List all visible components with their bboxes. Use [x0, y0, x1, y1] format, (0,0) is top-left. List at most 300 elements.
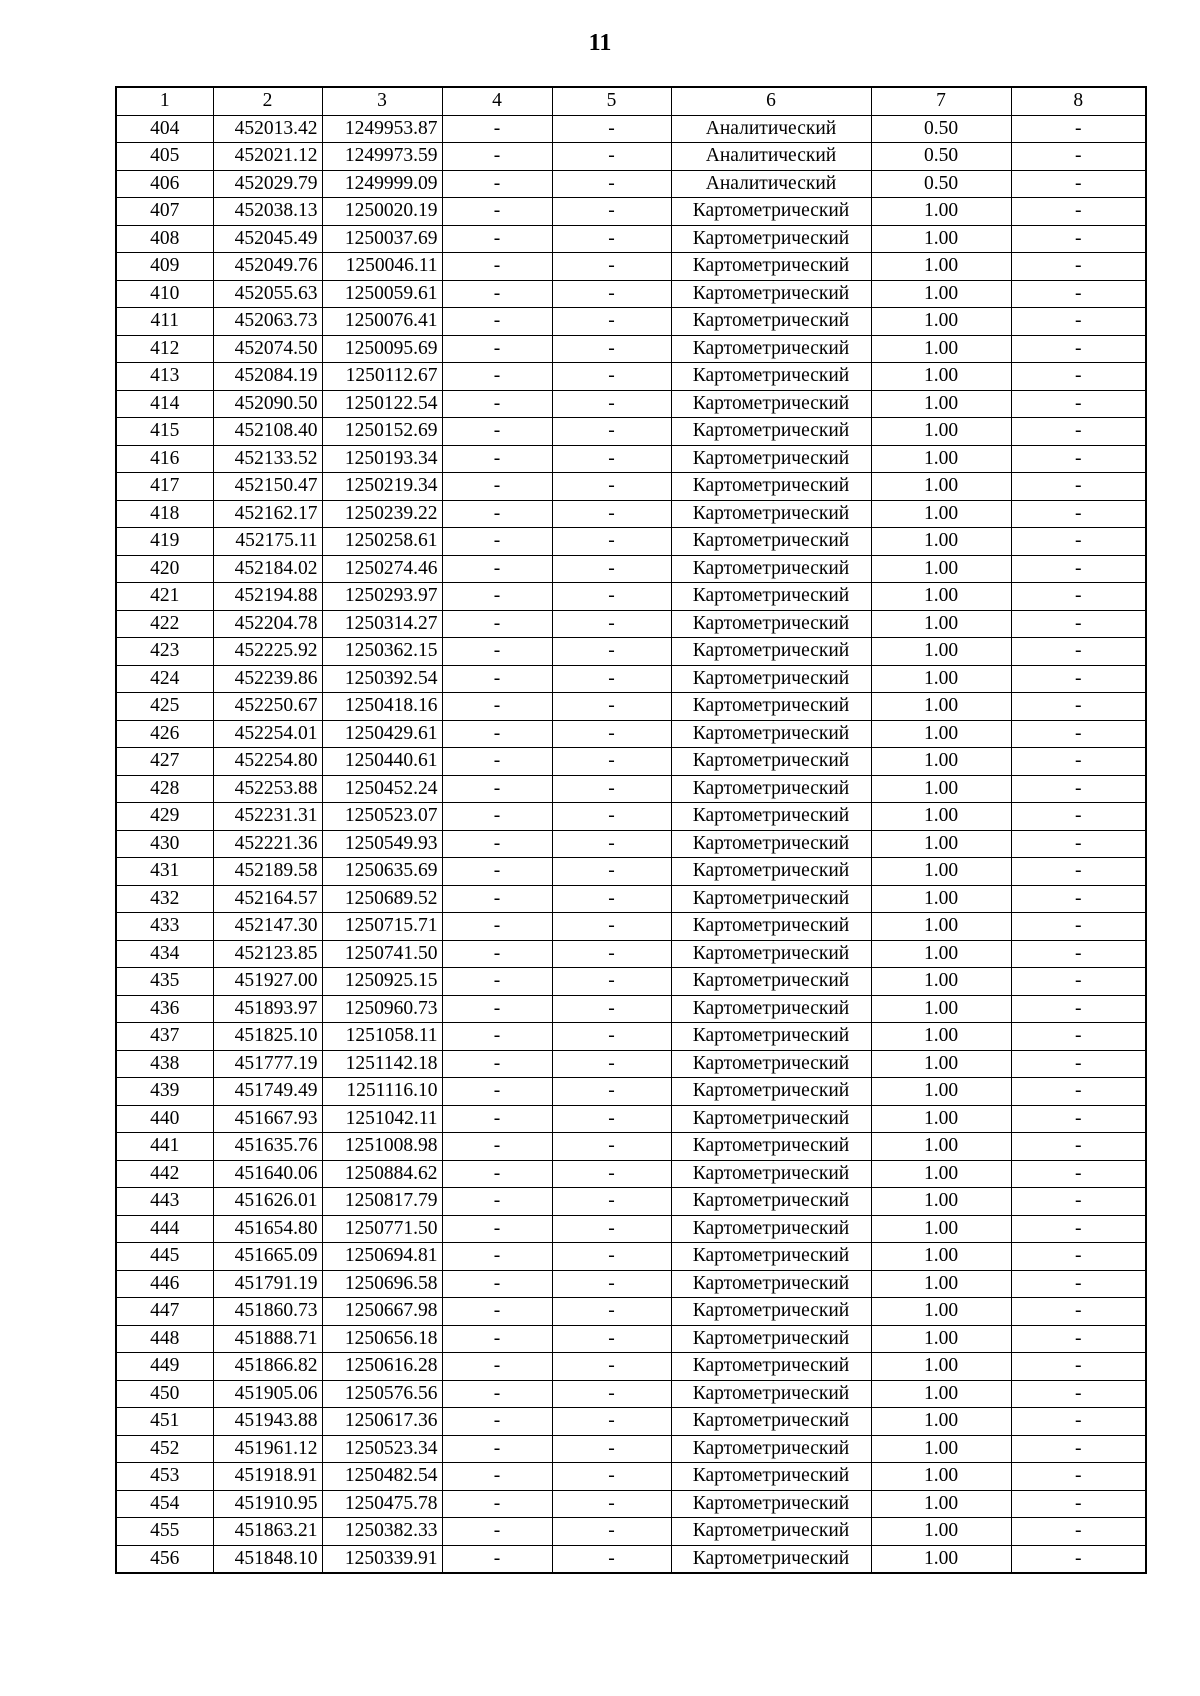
- col4-cell: -: [442, 500, 552, 528]
- x-coordinate-cell: 452239.86: [213, 665, 322, 693]
- accuracy-cell: 1.00: [871, 308, 1011, 336]
- col8-cell: -: [1011, 1105, 1146, 1133]
- y-coordinate-cell: 1250771.50: [322, 1215, 442, 1243]
- table-row: [116, 1518, 1146, 1546]
- method-cell: Картометрический: [671, 445, 871, 473]
- method-cell: Картометрический: [671, 555, 871, 583]
- accuracy-cell: 1.00: [871, 748, 1011, 776]
- col5-cell: -: [552, 638, 671, 666]
- table-row: [116, 555, 1146, 583]
- point-number-cell: 415: [116, 418, 213, 446]
- x-coordinate-cell: 451667.93: [213, 1105, 322, 1133]
- col4-cell: -: [442, 1463, 552, 1491]
- table-row: [116, 445, 1146, 473]
- x-coordinate-cell: 451791.19: [213, 1270, 322, 1298]
- x-coordinate-cell: 451665.09: [213, 1243, 322, 1271]
- col5-cell: -: [552, 1298, 671, 1326]
- y-coordinate-cell: 1250440.61: [322, 748, 442, 776]
- col5-cell: -: [552, 280, 671, 308]
- x-coordinate-cell: 451654.80: [213, 1215, 322, 1243]
- table-row: [116, 693, 1146, 721]
- x-coordinate-cell: 451961.12: [213, 1435, 322, 1463]
- accuracy-cell: 1.00: [871, 280, 1011, 308]
- col8-cell: -: [1011, 610, 1146, 638]
- y-coordinate-cell: 1250293.97: [322, 583, 442, 611]
- point-number-cell: 455: [116, 1518, 213, 1546]
- method-cell: Картометрический: [671, 473, 871, 501]
- col4-cell: -: [442, 803, 552, 831]
- accuracy-cell: 1.00: [871, 858, 1011, 886]
- y-coordinate-cell: 1250884.62: [322, 1160, 442, 1188]
- accuracy-cell: 1.00: [871, 253, 1011, 281]
- point-number-cell: 433: [116, 913, 213, 941]
- col8-cell: -: [1011, 1298, 1146, 1326]
- method-cell: Картометрический: [671, 693, 871, 721]
- col4-cell: -: [442, 1435, 552, 1463]
- col4-cell: -: [442, 1353, 552, 1381]
- point-number-cell: 407: [116, 198, 213, 226]
- table-header-row: [116, 87, 1146, 115]
- point-number-cell: 434: [116, 940, 213, 968]
- method-cell: Картометрический: [671, 885, 871, 913]
- y-coordinate-cell: 1250523.34: [322, 1435, 442, 1463]
- point-number-cell: 435: [116, 968, 213, 996]
- x-coordinate-cell: 452254.01: [213, 720, 322, 748]
- col5-cell: -: [552, 583, 671, 611]
- x-coordinate-cell: 451640.06: [213, 1160, 322, 1188]
- accuracy-cell: 1.00: [871, 665, 1011, 693]
- col5-cell: -: [552, 1105, 671, 1133]
- y-coordinate-cell: 1250392.54: [322, 665, 442, 693]
- x-coordinate-cell: 451927.00: [213, 968, 322, 996]
- method-cell: Картометрический: [671, 335, 871, 363]
- table-row: [116, 253, 1146, 281]
- x-coordinate-cell: 451866.82: [213, 1353, 322, 1381]
- method-cell: Картометрический: [671, 363, 871, 391]
- point-number-cell: 429: [116, 803, 213, 831]
- col8-cell: -: [1011, 308, 1146, 336]
- column-header-8: 8: [1011, 87, 1146, 115]
- col4-cell: -: [442, 665, 552, 693]
- col5-cell: -: [552, 500, 671, 528]
- accuracy-cell: 1.00: [871, 1518, 1011, 1546]
- x-coordinate-cell: 452147.30: [213, 913, 322, 941]
- y-coordinate-cell: 1250193.34: [322, 445, 442, 473]
- method-cell: Картометрический: [671, 1325, 871, 1353]
- x-coordinate-cell: 452225.92: [213, 638, 322, 666]
- y-coordinate-cell: 1250741.50: [322, 940, 442, 968]
- point-number-cell: 443: [116, 1188, 213, 1216]
- x-coordinate-cell: 452184.02: [213, 555, 322, 583]
- col8-cell: -: [1011, 253, 1146, 281]
- col8-cell: -: [1011, 748, 1146, 776]
- col4-cell: -: [442, 225, 552, 253]
- y-coordinate-cell: 1251008.98: [322, 1133, 442, 1161]
- table-row: [116, 1215, 1146, 1243]
- x-coordinate-cell: 452231.31: [213, 803, 322, 831]
- y-coordinate-cell: 1251116.10: [322, 1078, 442, 1106]
- table-row: [116, 720, 1146, 748]
- col4-cell: -: [442, 363, 552, 391]
- col5-cell: -: [552, 995, 671, 1023]
- col5-cell: -: [552, 720, 671, 748]
- accuracy-cell: 1.00: [871, 335, 1011, 363]
- col8-cell: -: [1011, 1160, 1146, 1188]
- col8-cell: -: [1011, 1408, 1146, 1436]
- col4-cell: -: [442, 473, 552, 501]
- x-coordinate-cell: 452108.40: [213, 418, 322, 446]
- col5-cell: -: [552, 693, 671, 721]
- method-cell: Картометрический: [671, 1518, 871, 1546]
- point-number-cell: 408: [116, 225, 213, 253]
- y-coordinate-cell: 1250523.07: [322, 803, 442, 831]
- col8-cell: -: [1011, 1463, 1146, 1491]
- col5-cell: -: [552, 1490, 671, 1518]
- accuracy-cell: 1.00: [871, 555, 1011, 583]
- y-coordinate-cell: 1250667.98: [322, 1298, 442, 1326]
- col8-cell: -: [1011, 720, 1146, 748]
- table-row: [116, 638, 1146, 666]
- x-coordinate-cell: 452204.78: [213, 610, 322, 638]
- point-number-cell: 440: [116, 1105, 213, 1133]
- accuracy-cell: 0.50: [871, 143, 1011, 171]
- method-cell: Картометрический: [671, 1490, 871, 1518]
- col4-cell: -: [442, 1325, 552, 1353]
- col5-cell: -: [552, 1050, 671, 1078]
- col8-cell: -: [1011, 583, 1146, 611]
- y-coordinate-cell: 1250715.71: [322, 913, 442, 941]
- col5-cell: -: [552, 1408, 671, 1436]
- point-number-cell: 444: [116, 1215, 213, 1243]
- col4-cell: -: [442, 1050, 552, 1078]
- col5-cell: -: [552, 858, 671, 886]
- table-row: [116, 1188, 1146, 1216]
- table-row: [116, 1160, 1146, 1188]
- method-cell: Картометрический: [671, 225, 871, 253]
- col5-cell: -: [552, 1435, 671, 1463]
- col8-cell: -: [1011, 418, 1146, 446]
- col4-cell: -: [442, 968, 552, 996]
- method-cell: Картометрический: [671, 253, 871, 281]
- col5-cell: -: [552, 1133, 671, 1161]
- point-number-cell: 431: [116, 858, 213, 886]
- table-row: [116, 280, 1146, 308]
- x-coordinate-cell: 452090.50: [213, 390, 322, 418]
- table-row: [116, 1023, 1146, 1051]
- col8-cell: -: [1011, 1243, 1146, 1271]
- col5-cell: -: [552, 665, 671, 693]
- table-row: [116, 1408, 1146, 1436]
- accuracy-cell: 1.00: [871, 720, 1011, 748]
- point-number-cell: 441: [116, 1133, 213, 1161]
- col4-cell: -: [442, 858, 552, 886]
- col5-cell: -: [552, 555, 671, 583]
- col4-cell: -: [442, 1160, 552, 1188]
- col4-cell: -: [442, 748, 552, 776]
- point-number-cell: 456: [116, 1545, 213, 1573]
- x-coordinate-cell: 452133.52: [213, 445, 322, 473]
- col5-cell: -: [552, 1353, 671, 1381]
- y-coordinate-cell: 1250694.81: [322, 1243, 442, 1271]
- point-number-cell: 413: [116, 363, 213, 391]
- y-coordinate-cell: 1250576.56: [322, 1380, 442, 1408]
- method-cell: Картометрический: [671, 1408, 871, 1436]
- col5-cell: -: [552, 1270, 671, 1298]
- accuracy-cell: 1.00: [871, 1243, 1011, 1271]
- point-number-cell: 445: [116, 1243, 213, 1271]
- table-row: [116, 1133, 1146, 1161]
- accuracy-cell: 1.00: [871, 885, 1011, 913]
- table-row: [116, 1380, 1146, 1408]
- col4-cell: -: [442, 1545, 552, 1573]
- table-row: [116, 143, 1146, 171]
- method-cell: Аналитический: [671, 170, 871, 198]
- x-coordinate-cell: 452162.17: [213, 500, 322, 528]
- accuracy-cell: 1.00: [871, 1270, 1011, 1298]
- y-coordinate-cell: 1250689.52: [322, 885, 442, 913]
- y-coordinate-cell: 1250274.46: [322, 555, 442, 583]
- method-cell: Картометрический: [671, 1050, 871, 1078]
- method-cell: Картометрический: [671, 1353, 871, 1381]
- col5-cell: -: [552, 913, 671, 941]
- accuracy-cell: 1.00: [871, 390, 1011, 418]
- point-number-cell: 453: [116, 1463, 213, 1491]
- point-number-cell: 421: [116, 583, 213, 611]
- col4-cell: -: [442, 940, 552, 968]
- col8-cell: -: [1011, 198, 1146, 226]
- method-cell: Картометрический: [671, 1105, 871, 1133]
- point-number-cell: 420: [116, 555, 213, 583]
- col8-cell: -: [1011, 940, 1146, 968]
- col5-cell: -: [552, 1078, 671, 1106]
- col4-cell: -: [442, 1105, 552, 1133]
- y-coordinate-cell: 1250219.34: [322, 473, 442, 501]
- col8-cell: -: [1011, 968, 1146, 996]
- col4-cell: -: [442, 583, 552, 611]
- table-row: [116, 858, 1146, 886]
- col4-cell: -: [442, 1023, 552, 1051]
- method-cell: Картометрический: [671, 775, 871, 803]
- table-row: [116, 968, 1146, 996]
- y-coordinate-cell: 1250617.36: [322, 1408, 442, 1436]
- accuracy-cell: 1.00: [871, 1545, 1011, 1573]
- point-number-cell: 452: [116, 1435, 213, 1463]
- x-coordinate-cell: 451943.88: [213, 1408, 322, 1436]
- point-number-cell: 414: [116, 390, 213, 418]
- y-coordinate-cell: 1250037.69: [322, 225, 442, 253]
- y-coordinate-cell: 1251142.18: [322, 1050, 442, 1078]
- table-row: [116, 748, 1146, 776]
- table-row: [116, 1078, 1146, 1106]
- col5-cell: -: [552, 885, 671, 913]
- y-coordinate-cell: 1250549.93: [322, 830, 442, 858]
- column-header-1: 1: [116, 87, 213, 115]
- method-cell: Картометрический: [671, 1078, 871, 1106]
- col4-cell: -: [442, 1215, 552, 1243]
- accuracy-cell: 1.00: [871, 1050, 1011, 1078]
- accuracy-cell: 1.00: [871, 198, 1011, 226]
- method-cell: Картометрический: [671, 1215, 871, 1243]
- y-coordinate-cell: 1250475.78: [322, 1490, 442, 1518]
- col4-cell: -: [442, 418, 552, 446]
- accuracy-cell: 1.00: [871, 583, 1011, 611]
- x-coordinate-cell: 452084.19: [213, 363, 322, 391]
- accuracy-cell: 1.00: [871, 1490, 1011, 1518]
- col5-cell: -: [552, 308, 671, 336]
- table-row: [116, 528, 1146, 556]
- y-coordinate-cell: 1250656.18: [322, 1325, 442, 1353]
- method-cell: Картометрический: [671, 1545, 871, 1573]
- col4-cell: -: [442, 280, 552, 308]
- col5-cell: -: [552, 1243, 671, 1271]
- y-coordinate-cell: 1250482.54: [322, 1463, 442, 1491]
- method-cell: Аналитический: [671, 115, 871, 143]
- accuracy-cell: 1.00: [871, 1160, 1011, 1188]
- col4-cell: -: [442, 1298, 552, 1326]
- x-coordinate-cell: 452253.88: [213, 775, 322, 803]
- point-number-cell: 437: [116, 1023, 213, 1051]
- point-number-cell: 432: [116, 885, 213, 913]
- column-header-3: 3: [322, 87, 442, 115]
- table-row: [116, 1050, 1146, 1078]
- method-cell: Картометрический: [671, 528, 871, 556]
- method-cell: Картометрический: [671, 583, 871, 611]
- y-coordinate-cell: 1250076.41: [322, 308, 442, 336]
- point-number-cell: 411: [116, 308, 213, 336]
- col8-cell: -: [1011, 1545, 1146, 1573]
- page-number: 11: [588, 30, 612, 56]
- point-number-cell: 454: [116, 1490, 213, 1518]
- accuracy-cell: 1.00: [871, 473, 1011, 501]
- method-cell: Картометрический: [671, 1160, 871, 1188]
- point-number-cell: 439: [116, 1078, 213, 1106]
- accuracy-cell: 1.00: [871, 1023, 1011, 1051]
- table-row: [116, 610, 1146, 638]
- x-coordinate-cell: 451749.49: [213, 1078, 322, 1106]
- x-coordinate-cell: 452029.79: [213, 170, 322, 198]
- col8-cell: -: [1011, 830, 1146, 858]
- col5-cell: -: [552, 803, 671, 831]
- y-coordinate-cell: 1250696.58: [322, 1270, 442, 1298]
- method-cell: Картометрический: [671, 1188, 871, 1216]
- table-row: [116, 1270, 1146, 1298]
- point-number-cell: 412: [116, 335, 213, 363]
- point-number-cell: 446: [116, 1270, 213, 1298]
- table-row: [116, 1490, 1146, 1518]
- table-row: [116, 198, 1146, 226]
- point-number-cell: 428: [116, 775, 213, 803]
- col8-cell: -: [1011, 225, 1146, 253]
- table-body: [116, 115, 1146, 1573]
- point-number-cell: 426: [116, 720, 213, 748]
- point-number-cell: 424: [116, 665, 213, 693]
- col5-cell: -: [552, 143, 671, 171]
- col4-cell: -: [442, 995, 552, 1023]
- point-number-cell: 417: [116, 473, 213, 501]
- y-coordinate-cell: 1250239.22: [322, 500, 442, 528]
- x-coordinate-cell: 451918.91: [213, 1463, 322, 1491]
- x-coordinate-cell: 452038.13: [213, 198, 322, 226]
- col8-cell: -: [1011, 1435, 1146, 1463]
- column-header-6: 6: [671, 87, 871, 115]
- y-coordinate-cell: 1249999.09: [322, 170, 442, 198]
- accuracy-cell: 1.00: [871, 1380, 1011, 1408]
- y-coordinate-cell: 1249953.87: [322, 115, 442, 143]
- y-coordinate-cell: 1250616.28: [322, 1353, 442, 1381]
- accuracy-cell: 1.00: [871, 610, 1011, 638]
- col4-cell: -: [442, 1408, 552, 1436]
- col5-cell: -: [552, 1023, 671, 1051]
- method-cell: Картометрический: [671, 1463, 871, 1491]
- col8-cell: -: [1011, 143, 1146, 171]
- column-header-5: 5: [552, 87, 671, 115]
- y-coordinate-cell: 1250429.61: [322, 720, 442, 748]
- col8-cell: -: [1011, 473, 1146, 501]
- point-number-cell: 442: [116, 1160, 213, 1188]
- x-coordinate-cell: 452049.76: [213, 253, 322, 281]
- col8-cell: -: [1011, 913, 1146, 941]
- table-row: [116, 418, 1146, 446]
- col8-cell: -: [1011, 803, 1146, 831]
- method-cell: Картометрический: [671, 940, 871, 968]
- table-row: [116, 913, 1146, 941]
- x-coordinate-cell: 451888.71: [213, 1325, 322, 1353]
- accuracy-cell: 1.00: [871, 1408, 1011, 1436]
- col4-cell: -: [442, 253, 552, 281]
- accuracy-cell: 1.00: [871, 1463, 1011, 1491]
- y-coordinate-cell: 1250095.69: [322, 335, 442, 363]
- col5-cell: -: [552, 1325, 671, 1353]
- col8-cell: -: [1011, 280, 1146, 308]
- y-coordinate-cell: 1250418.16: [322, 693, 442, 721]
- point-number-cell: 404: [116, 115, 213, 143]
- col4-cell: -: [442, 830, 552, 858]
- col4-cell: -: [442, 115, 552, 143]
- table-row: [116, 995, 1146, 1023]
- col5-cell: -: [552, 445, 671, 473]
- col8-cell: -: [1011, 1353, 1146, 1381]
- col5-cell: -: [552, 115, 671, 143]
- x-coordinate-cell: 452254.80: [213, 748, 322, 776]
- point-number-cell: 448: [116, 1325, 213, 1353]
- col8-cell: -: [1011, 693, 1146, 721]
- col4-cell: -: [442, 720, 552, 748]
- col5-cell: -: [552, 1160, 671, 1188]
- col8-cell: -: [1011, 555, 1146, 583]
- point-number-cell: 422: [116, 610, 213, 638]
- x-coordinate-cell: 452194.88: [213, 583, 322, 611]
- col5-cell: -: [552, 775, 671, 803]
- table-row: [116, 665, 1146, 693]
- y-coordinate-cell: 1250339.91: [322, 1545, 442, 1573]
- col4-cell: -: [442, 1133, 552, 1161]
- col8-cell: -: [1011, 775, 1146, 803]
- col8-cell: -: [1011, 1490, 1146, 1518]
- table-row: [116, 803, 1146, 831]
- accuracy-cell: 1.00: [871, 1133, 1011, 1161]
- accuracy-cell: 1.00: [871, 968, 1011, 996]
- col5-cell: -: [552, 610, 671, 638]
- point-number-cell: 406: [116, 170, 213, 198]
- col5-cell: -: [552, 830, 671, 858]
- accuracy-cell: 1.00: [871, 1325, 1011, 1353]
- method-cell: Картометрический: [671, 913, 871, 941]
- y-coordinate-cell: 1250020.19: [322, 198, 442, 226]
- table-row: [116, 1463, 1146, 1491]
- point-number-cell: 450: [116, 1380, 213, 1408]
- col4-cell: -: [442, 198, 552, 226]
- y-coordinate-cell: 1249973.59: [322, 143, 442, 171]
